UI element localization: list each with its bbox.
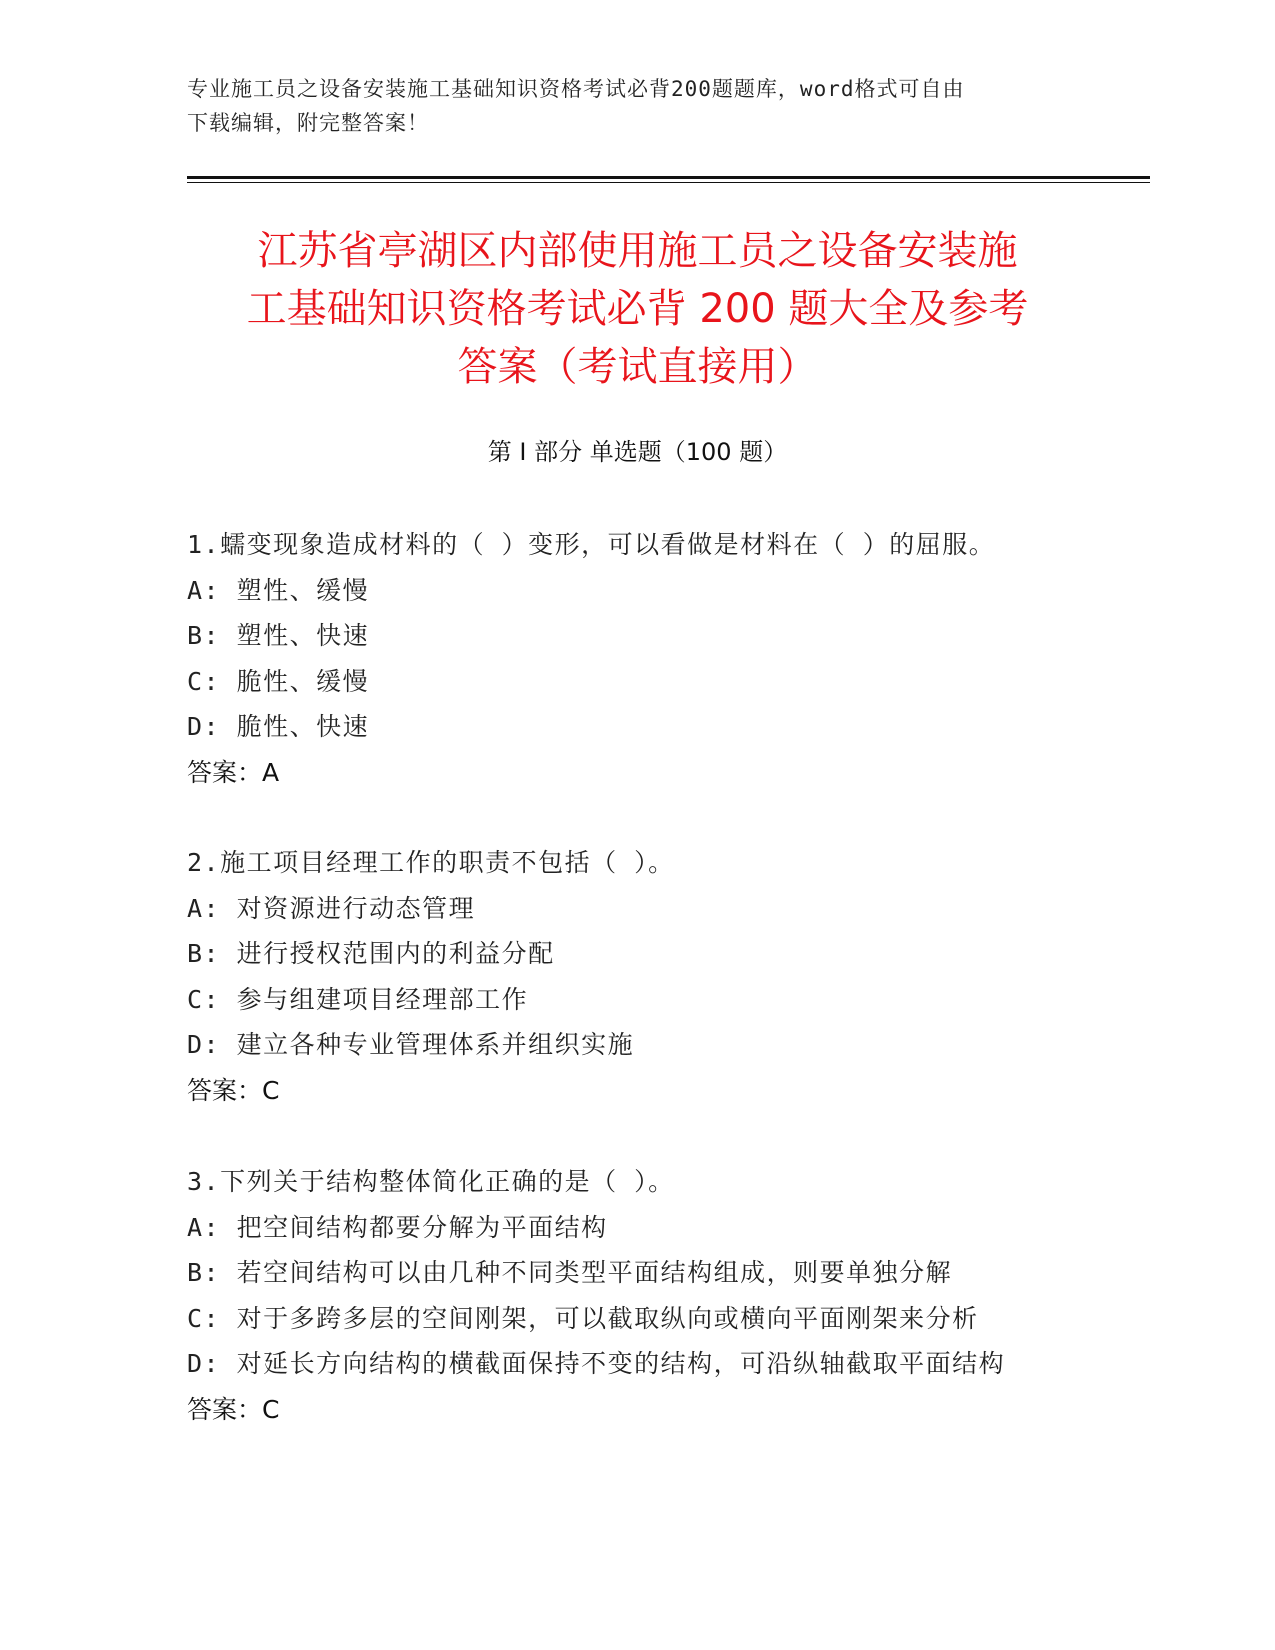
option-b: B: 若空间结构可以由几种不同类型平面结构组成，则要单独分解 — [187, 1258, 953, 1287]
header-divider-thick — [187, 176, 1150, 179]
section-heading: 第 I 部分 单选题（100 题） — [487, 438, 788, 466]
option-c: C: 对于多跨多层的空间刚架，可以截取纵向或横向平面刚架来分析 — [187, 1303, 979, 1333]
option-c: C: 脆性、缓慢 — [187, 666, 370, 696]
option-a: A: 塑性、缓慢 — [187, 575, 370, 605]
header-note — [187, 72, 1087, 140]
question-stem: 1.蠕变现象造成材料的（ ）变形，可以看做是材料在（ ）的屈服。 — [187, 530, 996, 559]
answer: 答案：C — [187, 1075, 280, 1105]
question-3 — [187, 1159, 1127, 1432]
option-a: A: 对资源进行动态管理 — [187, 893, 476, 923]
document-title-line2: 工基础知识资格考试必背 200 题大全及参考 — [246, 286, 1029, 332]
question-stem: 2.施工项目经理工作的职责不包括（ ）。 — [187, 848, 675, 877]
option-b: B: 塑性、快速 — [187, 621, 370, 650]
document-title — [180, 222, 1095, 396]
document-title-line3: 答案（考试直接用） — [457, 344, 818, 390]
header-divider-thin — [187, 182, 1150, 183]
header-note-line1: 专业施工员之设备安装施工基础知识资格考试必背200题题库，word格式可自由 — [187, 77, 965, 101]
answer: 答案：C — [187, 1394, 280, 1424]
question-1 — [187, 522, 1127, 795]
question-stem: 3.下列关于结构整体简化正确的是（ ）。 — [187, 1167, 675, 1196]
answer: 答案：A — [187, 757, 280, 787]
document-title-line1: 江苏省亭湖区内部使用施工员之设备安装施 — [257, 228, 1018, 274]
option-d: D: 对延长方向结构的横截面保持不变的结构，可沿纵轴截取平面结构 — [187, 1349, 1006, 1378]
question-2 — [187, 840, 1127, 1113]
option-b: B: 进行授权范围内的利益分配 — [187, 939, 555, 968]
header-note-line2: 下载编辑，附完整答案！ — [187, 111, 429, 135]
option-d: D: 脆性、快速 — [187, 712, 370, 741]
option-c: C: 参与组建项目经理部工作 — [187, 984, 529, 1014]
option-d: D: 建立各种专业管理体系并组织实施 — [187, 1030, 635, 1059]
option-a: A: 把空间结构都要分解为平面结构 — [187, 1212, 608, 1242]
